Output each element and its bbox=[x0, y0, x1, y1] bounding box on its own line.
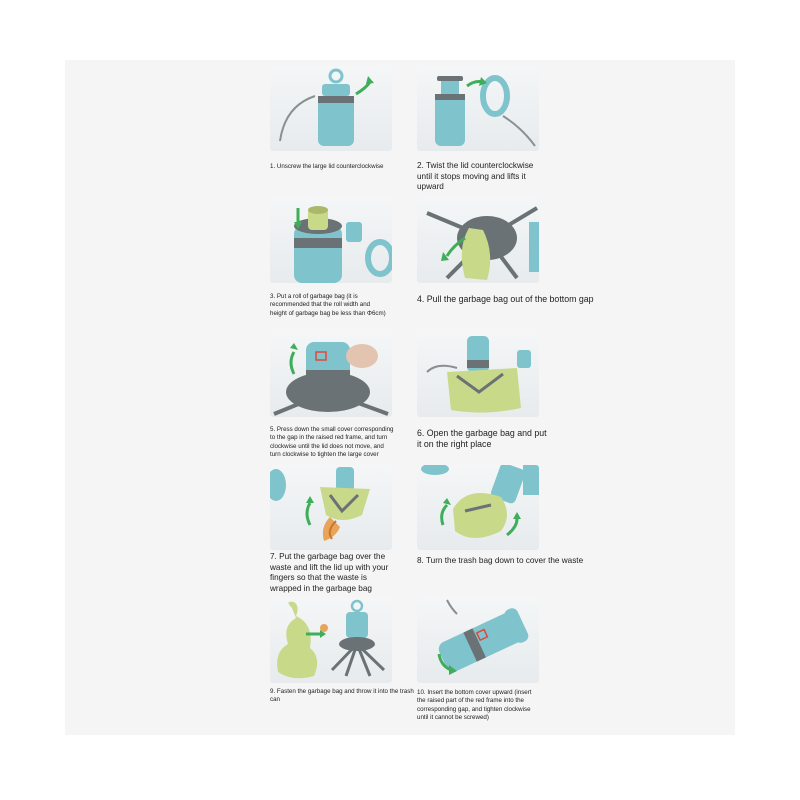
step-10-caption: 10. Insert the bottom cover upward (insert the raised part of the red frame into the corresponding gap, and tighten clockwise until it cannot be screwed) bbox=[417, 689, 532, 722]
instruction-sheet bbox=[65, 60, 735, 735]
step-7-photo bbox=[270, 465, 392, 550]
step-6-photo bbox=[417, 332, 539, 417]
step-7-caption: 7. Put the garbage bag over the waste and lift the lid up with your fingers so that the waste is wrapped in the garbage bag bbox=[270, 552, 389, 593]
step-8-caption: 8. Turn the trash bag down to cover the waste bbox=[417, 556, 584, 565]
step-1-photo bbox=[270, 66, 392, 151]
step-3-photo bbox=[270, 198, 392, 283]
step-9-photo bbox=[270, 598, 392, 683]
step-6-caption: 6. Open the garbage bag and put it on the right place bbox=[417, 428, 547, 450]
step-5-caption: 5. Press down the small cover corresponding to the gap in the raised red frame, and turn clockwise until the lid does not move, and turn clockwise to tighten the large cover bbox=[270, 426, 394, 459]
step-8-photo bbox=[417, 465, 539, 550]
step-2-photo bbox=[417, 66, 539, 151]
step-5-photo bbox=[270, 332, 392, 417]
step-2-caption: 2. Twist the lid counterclockwise until it stops moving and lifts it upward bbox=[417, 161, 534, 192]
step-9-caption: 9. Fasten the garbage bag and throw it into the trash can bbox=[270, 688, 414, 704]
step-1-caption: 1. Unscrew the large lid counterclockwise bbox=[270, 163, 384, 170]
step-4-caption: 4. Pull the garbage bag out of the bottom gap bbox=[417, 294, 594, 304]
step-4-photo bbox=[417, 198, 539, 283]
step-10-photo bbox=[417, 598, 539, 683]
step-3-caption: 3. Put a roll of garbage bag (it is recommended that the roll width and height of garbage bag be less than Φ6cm) bbox=[270, 293, 386, 317]
